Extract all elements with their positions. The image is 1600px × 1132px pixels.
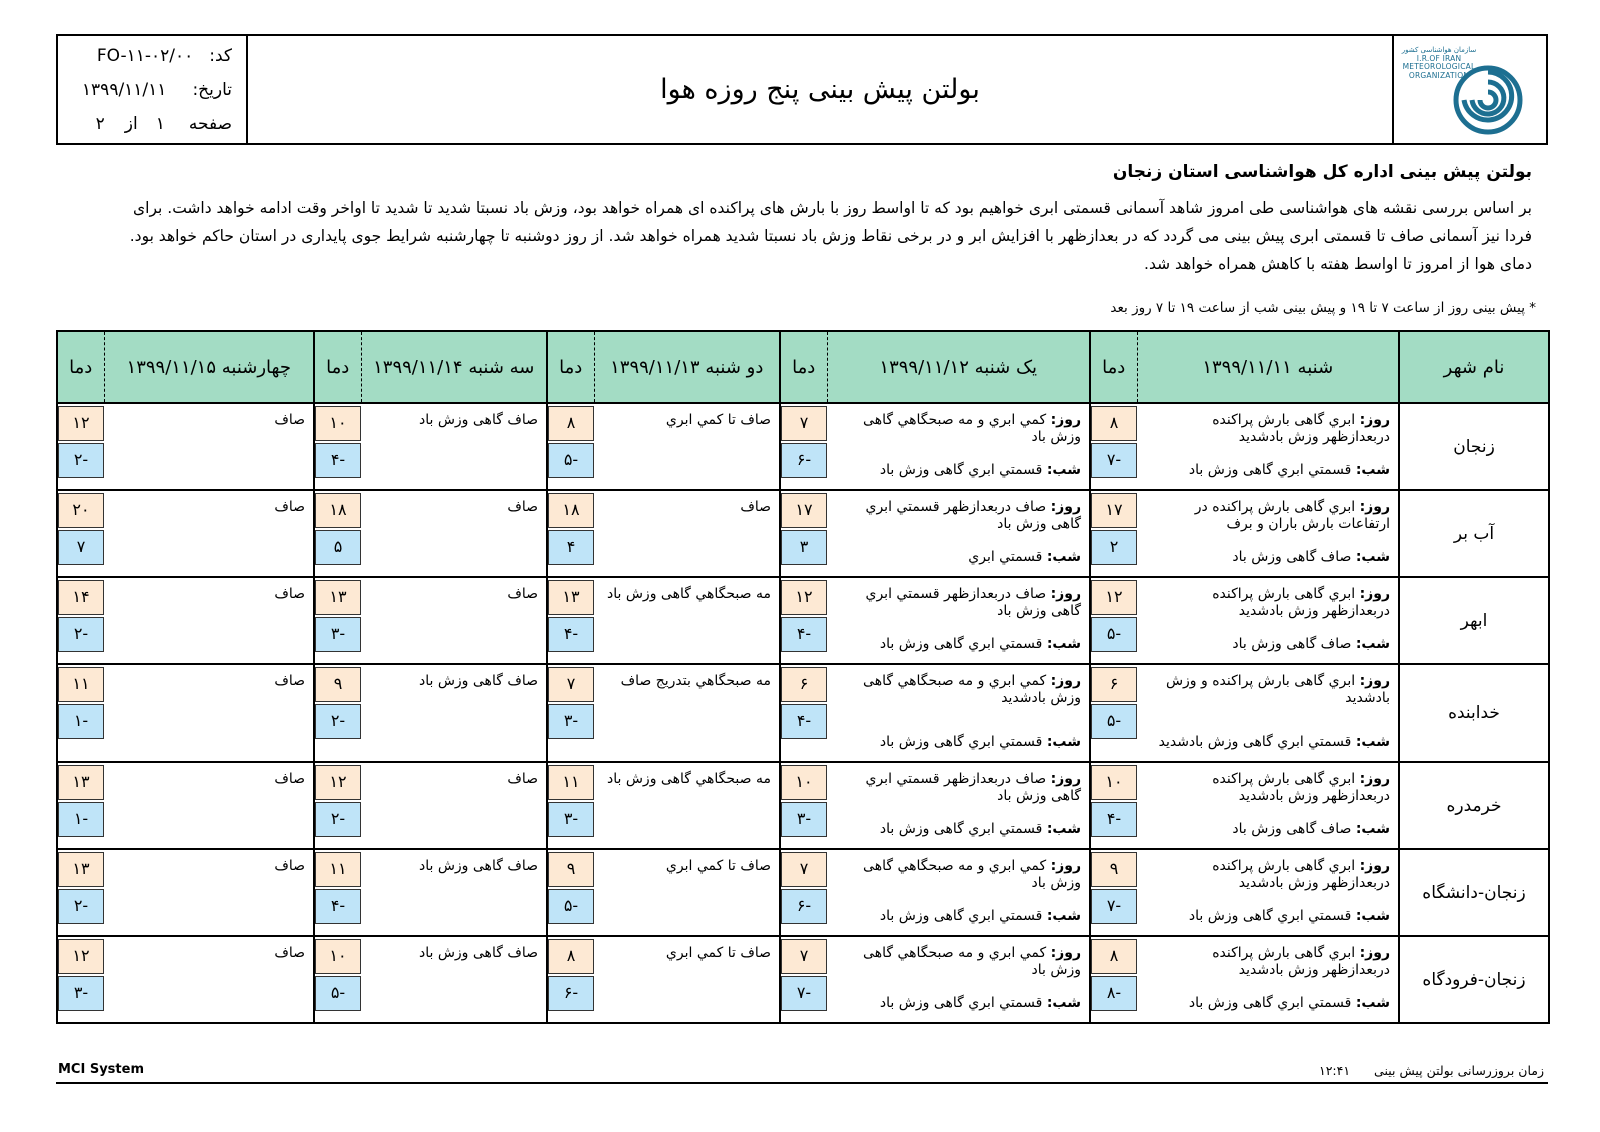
night-label: شب: (1046, 995, 1081, 1011)
city-name: زنجان-دانشگاه (1399, 849, 1549, 936)
temperature-cell (547, 577, 594, 664)
night-text: قسمتي ابري گاهی وزش باد (879, 908, 1043, 924)
min-temp: -۴ (315, 889, 361, 924)
night-label: شب: (1355, 734, 1390, 750)
header-day-5: چهارشنبه ۱۳۹۹/۱۱/۱۵ (104, 331, 314, 403)
max-temp: ۱۳ (548, 580, 594, 615)
min-temp: -۵ (315, 976, 361, 1011)
day-label: روز: (1359, 771, 1390, 787)
max-temp: ۱۰ (781, 765, 827, 800)
max-temp: ۱۴ (58, 580, 104, 615)
min-temp: -۲ (315, 704, 361, 739)
day-text: ابري گاهی بارش پراکنده و وزش بادشديد (1165, 673, 1390, 706)
forecast-text: صاف گاهی وزش باد (361, 403, 547, 490)
max-temp: ۷ (548, 667, 594, 702)
forecast-text: صاف (104, 849, 314, 936)
temperature-cell (1090, 936, 1137, 1023)
day-night-forecast (827, 762, 1090, 849)
max-temp: ۱۱ (58, 667, 104, 702)
bulletin-summary (82, 194, 1532, 278)
temperature-cell (314, 664, 361, 762)
max-temp: ۹ (1091, 852, 1137, 887)
min-temp: -۳ (548, 704, 594, 739)
day-label: روز: (1050, 673, 1081, 689)
code-label: کد: (209, 46, 232, 66)
day-text: ابري گاهی بارش پراکنده دربعدازظهر وزش بادشديد (1212, 412, 1390, 445)
min-temp: ۷ (58, 530, 104, 565)
min-temp: -۴ (781, 617, 827, 652)
temperature-cell (1090, 664, 1137, 762)
night-text: قسمتي ابري گاهی وزش باد (879, 636, 1043, 652)
page-row (96, 114, 232, 134)
day-forecast (1143, 412, 1390, 446)
forecast-text: صاف (361, 577, 547, 664)
max-temp: ۱۲ (58, 939, 104, 974)
max-temp: ۱۰ (315, 939, 361, 974)
max-temp: ۹ (548, 852, 594, 887)
logo-en-line-1: I.R.OF IRAN (1416, 53, 1462, 63)
forecast-text: صاف گاهی وزش باد (361, 936, 547, 1023)
day-text: ابري گاهی بارش پراکنده در ارتفاعات بارش باران و برف (1194, 499, 1390, 532)
max-temp: ۷ (781, 939, 827, 974)
day-label: روز: (1359, 673, 1390, 689)
day-night-forecast (827, 403, 1090, 490)
day-night-forecast (1137, 490, 1399, 577)
temperature-cell (57, 490, 104, 577)
night-label: شب: (1355, 995, 1390, 1011)
min-temp: -۲ (58, 617, 104, 652)
day-night-forecast (1137, 936, 1399, 1023)
temperature-cell (780, 403, 827, 490)
night-label: شب: (1046, 462, 1081, 478)
max-temp: ۷ (781, 406, 827, 441)
day-forecast (1143, 771, 1390, 805)
page-number: ۱ (155, 114, 165, 134)
night-label: شب: (1355, 821, 1390, 837)
temperature-cell (314, 403, 361, 490)
document-meta (58, 36, 248, 143)
min-temp: -۴ (1091, 802, 1137, 837)
temperature-cell (547, 762, 594, 849)
min-temp: -۲ (315, 802, 361, 837)
day-text: صاف دربعدازظهر قسمتي ابري گاهی وزش باد (865, 771, 1081, 804)
table-header-row (57, 331, 1549, 403)
day-night-forecast (827, 490, 1090, 577)
city-name: زنجان-فرودگاه (1399, 936, 1549, 1023)
code-value: FO-۱۱-۰۲/۰۰ (96, 46, 194, 66)
forecast-text: صاف (104, 490, 314, 577)
night-forecast (833, 995, 1081, 1012)
night-label: شب: (1046, 734, 1081, 750)
day-night-forecast (1137, 762, 1399, 849)
temperature-cell (780, 762, 827, 849)
min-temp: -۴ (548, 617, 594, 652)
night-forecast (833, 908, 1081, 925)
temperature-cell (57, 664, 104, 762)
forecast-text: صاف (104, 936, 314, 1023)
code-row (97, 46, 232, 66)
min-temp: -۳ (781, 802, 827, 837)
day-label: روز: (1359, 412, 1390, 428)
day-forecast (833, 586, 1081, 620)
day-text: ابري گاهی بارش پراکنده دربعدازظهر وزش بادشديد (1212, 945, 1390, 978)
max-temp: ۱۳ (315, 580, 361, 615)
night-forecast (1143, 549, 1390, 566)
max-temp: ۱۰ (1091, 765, 1137, 800)
table-row (57, 403, 1549, 490)
max-temp: ۸ (1091, 939, 1137, 974)
temperature-cell (780, 849, 827, 936)
temperature-cell (57, 936, 104, 1023)
forecast-text: صاف تا كمي ابري (594, 936, 780, 1023)
min-temp: -۳ (58, 976, 104, 1011)
table-row (57, 577, 1549, 664)
temperature-cell (314, 762, 361, 849)
night-label: شب: (1355, 462, 1390, 478)
night-text: قسمتي ابري گاهی وزش باد (879, 995, 1043, 1011)
header-day-3: دو شنبه ۱۳۹۹/۱۱/۱۳ (594, 331, 780, 403)
header-temp-4: دما (314, 331, 361, 403)
forecast-text: مه صبحگاهي بتدريج صاف (594, 664, 780, 762)
night-text: قسمتي ابري گاهی وزش باد (1188, 908, 1352, 924)
forecast-text: صاف (594, 490, 780, 577)
night-text: قسمتي ابري گاهی وزش باد (879, 821, 1043, 837)
temperature-cell (780, 577, 827, 664)
min-temp: ۳ (781, 530, 827, 565)
city-name: خرمدره (1399, 762, 1549, 849)
temperature-cell (547, 936, 594, 1023)
max-temp: ۸ (1091, 406, 1137, 441)
day-label: روز: (1050, 586, 1081, 602)
temperature-cell (57, 762, 104, 849)
day-night-forecast (827, 577, 1090, 664)
max-temp: ۱۱ (315, 852, 361, 887)
day-night-forecast (827, 936, 1090, 1023)
max-temp: ۱۲ (58, 406, 104, 441)
temperature-cell (1090, 490, 1137, 577)
day-forecast (833, 771, 1081, 805)
page-total: ۲ (95, 114, 105, 134)
max-temp: ۱۳ (58, 765, 104, 800)
max-temp: ۱۸ (548, 493, 594, 528)
night-label: شب: (1046, 908, 1081, 924)
update-label: زمان بروزرسانی بولتن پیش بینی (1374, 1063, 1544, 1078)
logo-fa-text: سازمان هواشناسی کشور (1401, 46, 1477, 54)
logo-en-line-2: METEOROLOGICAL (1402, 62, 1476, 71)
max-temp: ۱۲ (1091, 580, 1137, 615)
day-text: كمي ابري و مه صبحگاهي گاهی وزش باد (863, 858, 1081, 891)
day-label: روز: (1359, 499, 1390, 515)
min-temp: -۲ (58, 889, 104, 924)
max-temp: ۸ (548, 939, 594, 974)
temperature-cell (314, 577, 361, 664)
max-temp: ۱۸ (315, 493, 361, 528)
max-temp: ۱۷ (781, 493, 827, 528)
night-forecast (1143, 995, 1390, 1012)
forecast-text: صاف (361, 490, 547, 577)
forecast-text: مه صبحگاهي گاهی وزش باد (594, 762, 780, 849)
forecast-text: صاف تا كمي ابري (594, 403, 780, 490)
min-temp: -۵ (548, 443, 594, 478)
night-forecast (833, 636, 1081, 653)
day-forecast (833, 499, 1081, 533)
temperature-cell (547, 490, 594, 577)
update-time: ۱۲:۴۱ (1318, 1063, 1351, 1078)
table-row (57, 762, 1549, 849)
day-text: صاف دربعدازظهر قسمتي ابري گاهی وزش باد (865, 586, 1081, 619)
logo-caption (1400, 46, 1478, 80)
night-label: شب: (1046, 549, 1081, 565)
night-label: شب: (1355, 549, 1390, 565)
max-temp: ۲۰ (58, 493, 104, 528)
max-temp: ۱۳ (58, 852, 104, 887)
night-text: قسمتي ابري گاهی وزش باد (879, 734, 1043, 750)
day-label: روز: (1050, 499, 1081, 515)
night-text: قسمتي ابري گاهی وزش بادشديد (1158, 734, 1352, 750)
temperature-cell (314, 936, 361, 1023)
min-temp: ۴ (548, 530, 594, 565)
max-temp: ۱۰ (315, 406, 361, 441)
temperature-cell (780, 664, 827, 762)
min-temp: -۴ (315, 443, 361, 478)
table-row (57, 936, 1549, 1023)
date-row (82, 80, 232, 100)
bulletin-subtitle: بولتن پیش بینی اداره کل هواشناسی استان زنجان (1112, 162, 1532, 182)
night-forecast (1143, 462, 1390, 479)
min-temp: -۵ (548, 889, 594, 924)
night-forecast (833, 549, 1081, 566)
temperature-cell (547, 403, 594, 490)
night-text: صاف گاهی وزش باد (1232, 636, 1352, 652)
forecast-table (56, 330, 1550, 1024)
header-day-2: یک شنبه ۱۳۹۹/۱۱/۱۲ (827, 331, 1090, 403)
min-temp: -۴ (781, 704, 827, 739)
night-text: قسمتي ابري (968, 549, 1043, 565)
min-temp: -۶ (548, 976, 594, 1011)
night-label: شب: (1046, 636, 1081, 652)
max-temp: ۶ (781, 667, 827, 702)
date-value: ۱۳۹۹/۱۱/۱۱ (81, 80, 167, 100)
min-temp: ۲ (1091, 530, 1137, 565)
night-label: شب: (1046, 821, 1081, 837)
forecast-time-note: * پیش بینی روز از ساعت ۷ تا ۱۹ و پیش بینی شب از ساعت ۱۹ تا ۷ روز بعد (1110, 300, 1536, 316)
header-temp-5: دما (57, 331, 104, 403)
day-night-forecast (1137, 849, 1399, 936)
header-temp-1: دما (1090, 331, 1137, 403)
forecast-text: صاف گاهی وزش باد (361, 664, 547, 762)
day-night-forecast (827, 849, 1090, 936)
day-label: روز: (1359, 945, 1390, 961)
min-temp: ۵ (315, 530, 361, 565)
min-temp: -۱ (58, 704, 104, 739)
temperature-cell (314, 849, 361, 936)
max-temp: ۱۷ (1091, 493, 1137, 528)
city-name: خدابنده (1399, 664, 1549, 762)
day-night-forecast (1137, 577, 1399, 664)
min-temp: -۵ (1091, 617, 1137, 652)
min-temp: -۷ (1091, 889, 1137, 924)
day-label: روز: (1050, 412, 1081, 428)
max-temp: ۷ (781, 852, 827, 887)
day-forecast (1143, 945, 1390, 979)
day-night-forecast (1137, 403, 1399, 490)
day-text: ابري گاهی بارش پراکنده دربعدازظهر وزش بادشديد (1212, 586, 1390, 619)
date-label: تاریخ: (192, 80, 232, 100)
max-temp: ۱۱ (548, 765, 594, 800)
day-forecast (1143, 499, 1390, 533)
min-temp: -۶ (781, 889, 827, 924)
header-day-1: شنبه ۱۳۹۹/۱۱/۱۱ (1137, 331, 1399, 403)
night-label: شب: (1355, 908, 1390, 924)
forecast-text: صاف (104, 762, 314, 849)
footer-update (1319, 1063, 1544, 1078)
max-temp: ۹ (315, 667, 361, 702)
day-label: روز: (1050, 858, 1081, 874)
night-forecast (833, 462, 1081, 479)
summary-line-2: فردا نیز آسمانی صاف تا قسمتی ابری پیش بینی می گردد که در بعدازظهر با افزایش ابر و در برخی نقاط وزش باد نسبتا شدید همراه خواهد شد. از روز دوشنبه تا چهارشنبه شرایط جوی پایداری در استان حاکم خواهد بود. (129, 227, 1532, 245)
temperature-cell (314, 490, 361, 577)
min-temp: -۳ (548, 802, 594, 837)
night-forecast (1143, 734, 1390, 751)
summary-line-1: بر اساس بررسی نقشه های هواشناسی طی امروز شاهد آسمانی قسمتی ابری خواهیم بود که تا اواسط روز با بارش های پراکنده ای همراه خواهد بود، وزش باد نسبتا شدید تا شدید تا اواخر وقت ادامه خواهد داشت. برای (133, 199, 1532, 217)
night-text: قسمتي ابري گاهی وزش باد (879, 462, 1043, 478)
day-label: روز: (1050, 771, 1081, 787)
table-row (57, 490, 1549, 577)
header-day-4: سه شنبه ۱۳۹۹/۱۱/۱۴ (361, 331, 547, 403)
night-text: قسمتي ابري گاهی وزش باد (1188, 462, 1352, 478)
night-forecast (1143, 908, 1390, 925)
forecast-text: صاف (104, 403, 314, 490)
day-forecast (833, 945, 1081, 979)
day-label: روز: (1359, 586, 1390, 602)
max-temp: ۶ (1091, 667, 1137, 702)
min-temp: -۳ (315, 617, 361, 652)
temperature-cell (57, 577, 104, 664)
city-name: آب بر (1399, 490, 1549, 577)
temperature-cell (547, 849, 594, 936)
temperature-cell (1090, 577, 1137, 664)
city-name: زنجان (1399, 403, 1549, 490)
night-forecast (833, 734, 1081, 751)
day-night-forecast (827, 664, 1090, 762)
day-label: روز: (1359, 858, 1390, 874)
bulletin-header (56, 34, 1548, 145)
footer-system: MCI System (58, 1062, 144, 1077)
day-text: كمي ابري و مه صبحگاهي گاهی وزش باد (863, 945, 1081, 978)
day-label: روز: (1050, 945, 1081, 961)
organization-logo (1392, 36, 1546, 143)
min-temp: -۸ (1091, 976, 1137, 1011)
city-name: ابهر (1399, 577, 1549, 664)
table-row (57, 664, 1549, 762)
day-text: صاف دربعدازظهر قسمتي ابري گاهی وزش باد (865, 499, 1081, 532)
max-temp: ۸ (548, 406, 594, 441)
day-forecast (833, 858, 1081, 892)
summary-line-3: دمای هوا از امروز تا اواسط هفته با کاهش همراه خواهد شد. (1144, 255, 1532, 273)
max-temp: ۱۲ (315, 765, 361, 800)
night-text: صاف گاهی وزش باد (1232, 549, 1352, 565)
day-forecast (1143, 673, 1390, 707)
header-temp-2: دما (780, 331, 827, 403)
table-row (57, 849, 1549, 936)
temperature-cell (547, 664, 594, 762)
min-temp: -۱ (58, 802, 104, 837)
night-text: قسمتي ابري گاهی وزش باد (1188, 995, 1352, 1011)
min-temp: -۵ (1091, 704, 1137, 739)
forecast-text: صاف تا كمي ابري (594, 849, 780, 936)
logo-en-line-3: ORGANIZATION (1408, 70, 1470, 80)
min-temp: -۲ (58, 443, 104, 478)
forecast-text: صاف (104, 577, 314, 664)
temperature-cell (780, 936, 827, 1023)
day-text: كمي ابري و مه صبحگاهي گاهی وزش بادشديد (863, 673, 1081, 706)
forecast-text: صاف گاهی وزش باد (361, 849, 547, 936)
day-forecast (833, 673, 1081, 707)
min-temp: -۷ (1091, 443, 1137, 478)
footer-divider (56, 1082, 1548, 1084)
night-forecast (833, 821, 1081, 838)
page-of: از (124, 114, 138, 134)
temperature-cell (1090, 762, 1137, 849)
night-label: شب: (1355, 636, 1390, 652)
day-text: كمي ابري و مه صبحگاهي گاهی وزش باد (863, 412, 1081, 445)
header-temp-3: دما (547, 331, 594, 403)
day-text: ابري گاهی بارش پراکنده دربعدازظهر وزش بادشديد (1212, 771, 1390, 804)
temperature-cell (780, 490, 827, 577)
min-temp: -۷ (781, 976, 827, 1011)
day-forecast (833, 412, 1081, 446)
header-city: نام شهر (1399, 331, 1549, 403)
forecast-text: صاف (104, 664, 314, 762)
min-temp: -۶ (781, 443, 827, 478)
max-temp: ۱۲ (781, 580, 827, 615)
temperature-cell (1090, 403, 1137, 490)
temperature-cell (1090, 849, 1137, 936)
night-forecast (1143, 636, 1390, 653)
day-text: ابري گاهی بارش پراکنده دربعدازظهر وزش بادشديد (1212, 858, 1390, 891)
night-forecast (1143, 821, 1390, 838)
night-text: صاف گاهی وزش باد (1232, 821, 1352, 837)
page-title: بولتن پیش بینی پنج روزه هوا (660, 74, 980, 105)
day-forecast (1143, 858, 1390, 892)
forecast-text: صاف (361, 762, 547, 849)
day-forecast (1143, 586, 1390, 620)
temperature-cell (57, 403, 104, 490)
day-night-forecast (1137, 664, 1399, 762)
page-label: صفحه (188, 114, 232, 134)
temperature-cell (57, 849, 104, 936)
forecast-text: مه صبحگاهي گاهی وزش باد (594, 577, 780, 664)
